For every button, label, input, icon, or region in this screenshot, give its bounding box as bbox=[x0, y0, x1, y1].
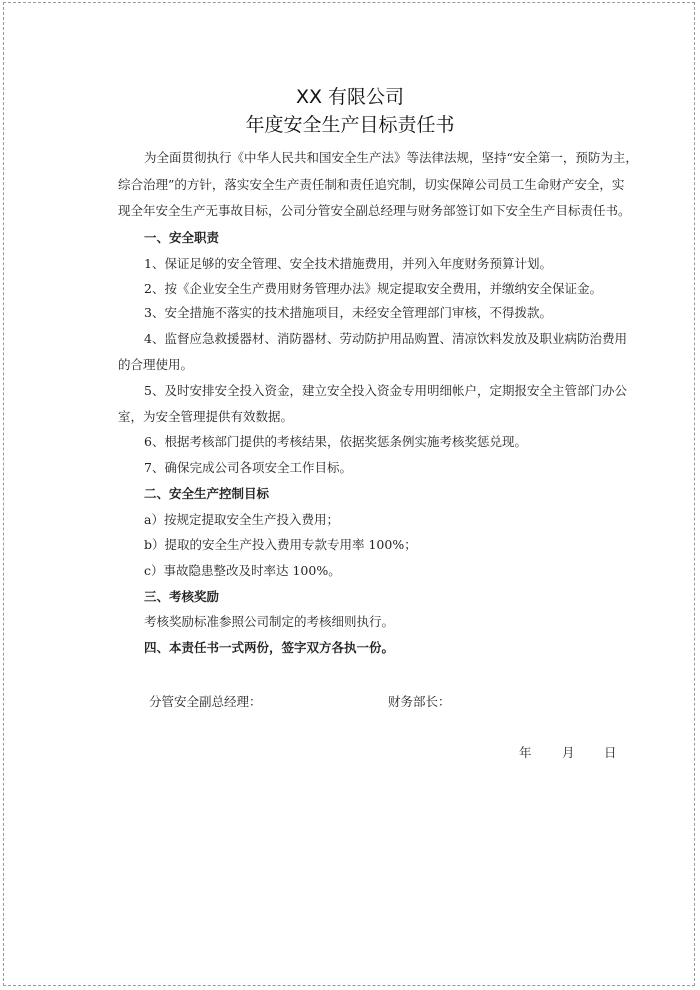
duty-item: 7、确保完成公司各项安全工作目标。 bbox=[144, 460, 352, 475]
duty-item-continued: 的合理使用。 bbox=[118, 357, 194, 372]
intro-line: 为全面贯彻执行《中华人民共和国安全生产法》等法律法规，坚持“安全第一，预防为主， bbox=[144, 150, 638, 165]
section-heading-duties: 一、安全职责 bbox=[144, 230, 220, 245]
section-heading-copies: 四、本责任书一式两份，签字双方各执一份。 bbox=[144, 640, 395, 655]
signature-deputy-gm: 分管安全副总经理： bbox=[149, 694, 262, 709]
duty-item: 6、根据考核部门提供的考核结果，依据奖惩条例实施考核奖惩兑现。 bbox=[144, 434, 527, 449]
duty-item: 2、按《企业安全生产费用财务管理办法》规定提取安全费用，并缴纳安全保证金。 bbox=[144, 281, 602, 296]
target-item: a）按规定提取安全生产投入费用； bbox=[144, 512, 339, 527]
intro-line: 综合治理”的方针，落实安全生产责任制和责任追究制，切实保障公司员工生命财产安全，实 bbox=[118, 177, 625, 192]
duty-item: 1、保证足够的安全管理、安全技术措施费用，并列入年度财务预算计划。 bbox=[144, 256, 552, 271]
duty-item: 5、及时安排安全投入资金，建立安全投入资金专用明细帐户，定期报安全主管部门办公 bbox=[144, 383, 627, 398]
date-year: 年 bbox=[519, 745, 532, 760]
duty-item-continued: 室，为安全管理提供有效数据。 bbox=[118, 409, 294, 424]
section-heading-targets: 二、安全生产控制目标 bbox=[144, 486, 270, 501]
document-title: 年度安全生产目标责任书 bbox=[245, 114, 455, 136]
duty-item: 4、监督应急救援器材、消防器材、劳动防护用品购置、清凉饮料发放及职业病防治费用 bbox=[144, 331, 627, 346]
intro-line: 现全年安全生产无事故目标，公司分管安全副总经理与财务部签订如下安全生产目标责任书。 bbox=[118, 203, 631, 218]
company-title: XX 有限公司 bbox=[295, 86, 405, 108]
rewards-text: 考核奖励标准参照公司制定的考核细则执行。 bbox=[144, 614, 395, 629]
date-month: 月 bbox=[562, 745, 575, 760]
duty-item: 3、安全措施不落实的技术措施项目，未经安全管理部门审核，不得拨款。 bbox=[144, 305, 552, 320]
target-item: c）事故隐患整改及时率达 100%。 bbox=[144, 563, 341, 578]
signature-finance-head: 财务部长： bbox=[388, 694, 451, 709]
date-day: 日 bbox=[604, 745, 617, 760]
section-heading-rewards: 三、考核奖励 bbox=[144, 589, 220, 604]
target-item: b）提取的安全生产投入费用专款专用率 100%； bbox=[144, 537, 417, 552]
